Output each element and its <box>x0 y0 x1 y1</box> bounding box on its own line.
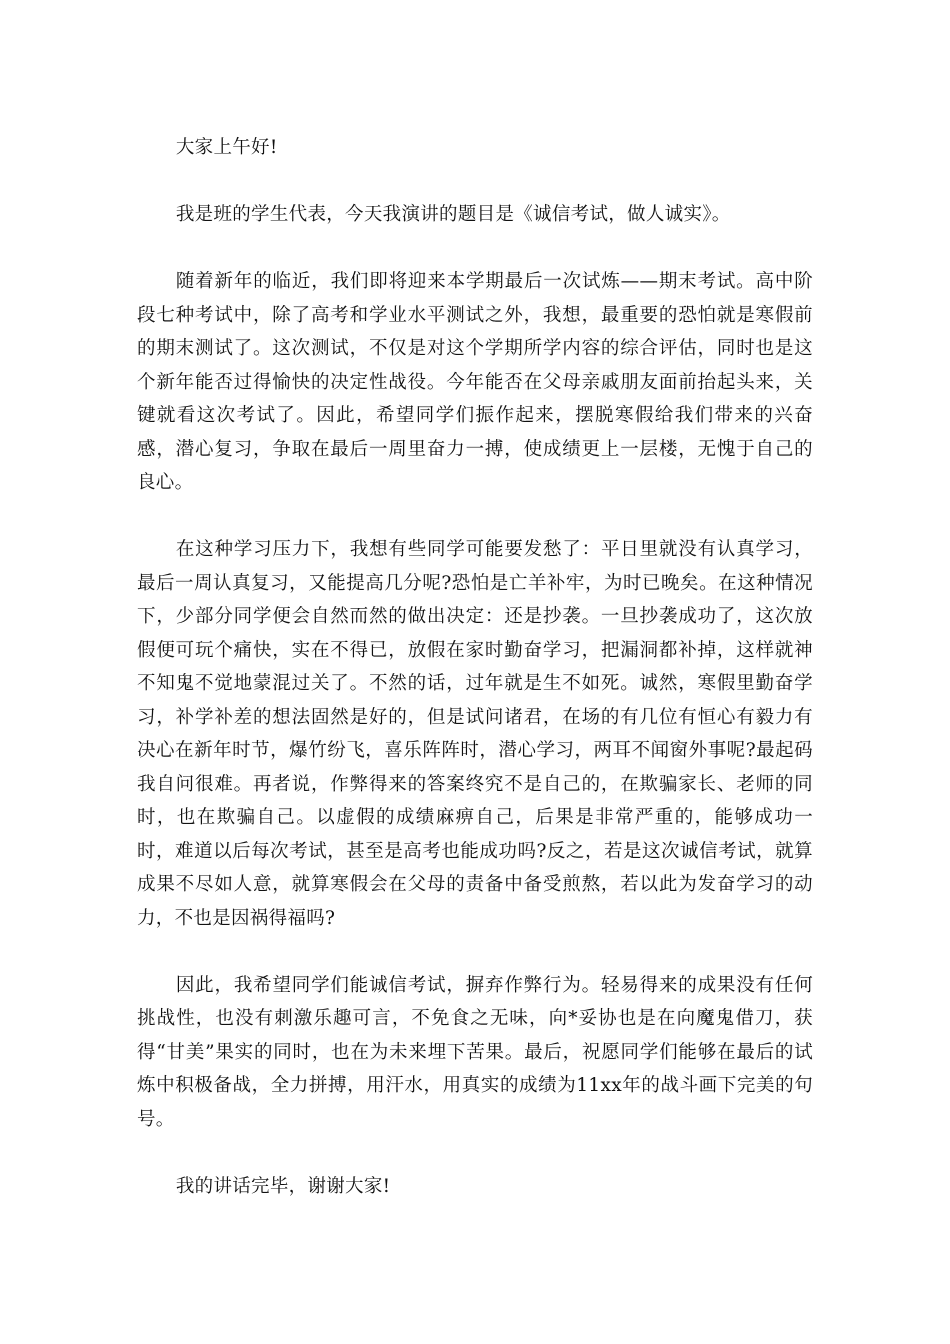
paragraph-call-to-action: 因此，我希望同学们能诚信考试，摒弃作弊行为。轻易得来的成果没有任何挑战性，也没有刺激乐趣可言，不免食之无味，向*妥协也是在向魔鬼借刀，获得“甘美”果实的同时，也在为未来埋下苦果。最后，祝愿同学们能够在最后的试炼中积极备战，全力拼搏，用汗水，用真实的成绩为11xx年的战斗画下完美的句号。 <box>137 974 813 1130</box>
paragraph-greeting: 大家上午好! <box>175 137 278 158</box>
paragraph-introduction: 我是班的学生代表，今天我演讲的题目是《诚信考试，做人诚实》。 <box>175 204 731 225</box>
speech-body <box>137 131 813 1203</box>
paragraph-cheating-temptation: 在这种学习压力下，我想有些同学可能要发愁了：平日里就没有认真学习，最后一周认真复习，又能提高几分呢?恐怕是亡羊补牢，为时已晚矣。在这种情况下，少部分同学便会自然而然的做出决定：还是抄袭。一旦抄袭成功了，这次放假便可玩个痛快，实在不得已，放假在家时勤奋学习，把漏洞都补掉，这样就神不知鬼不觉地蒙混过关了。不然的话，过年就是生不如死。诚然，寒假里勤奋学习，补学补差的想法固然是好的，但是试问诸君，在场的有几位有恒心有毅力有决心在新年时节，爆竹纷飞，喜乐阵阵时，潜心学习，两耳不闻窗外事呢?最起码我自问很难。再者说，作弊得来的答案终究不是自己的，在欺骗家长、老师的同时，也在欺骗自己。以虚假的成绩麻痹自己，后果是非常严重的，能够成功一时，难道以后每次考试，甚至是高考也能成功吗?反之，若是这次诚信考试，就算成果不尽如人意，就算寒假会在父母的责备中备受煎熬，若以此为发奋学习的动力，不也是因祸得福吗? <box>137 539 813 929</box>
paragraph-closing: 我的讲话完毕，谢谢大家! <box>175 1175 391 1197</box>
paragraph-exam-context: 随着新年的临近，我们即将迎来本学期最后一次试炼——期末考试。高中阶段七种考试中，除了高考和学业水平测试之外，我想，最重要的恐怕就是寒假前的期末测试了。这次测试，不仅是对这个学期所学内容的综合评估，同时也是这个新年能否过得愉快的决定性战役。今年能否在父母亲戚朋友面前抬起头来，关键就看这次考试了。因此，希望同学们振作起来，摆脱寒假给我们带来的兴奋感，潜心复习，争取在最后一周里奋力一搏，使成绩更上一层楼，无愧于自己的良心。 <box>137 271 813 493</box>
